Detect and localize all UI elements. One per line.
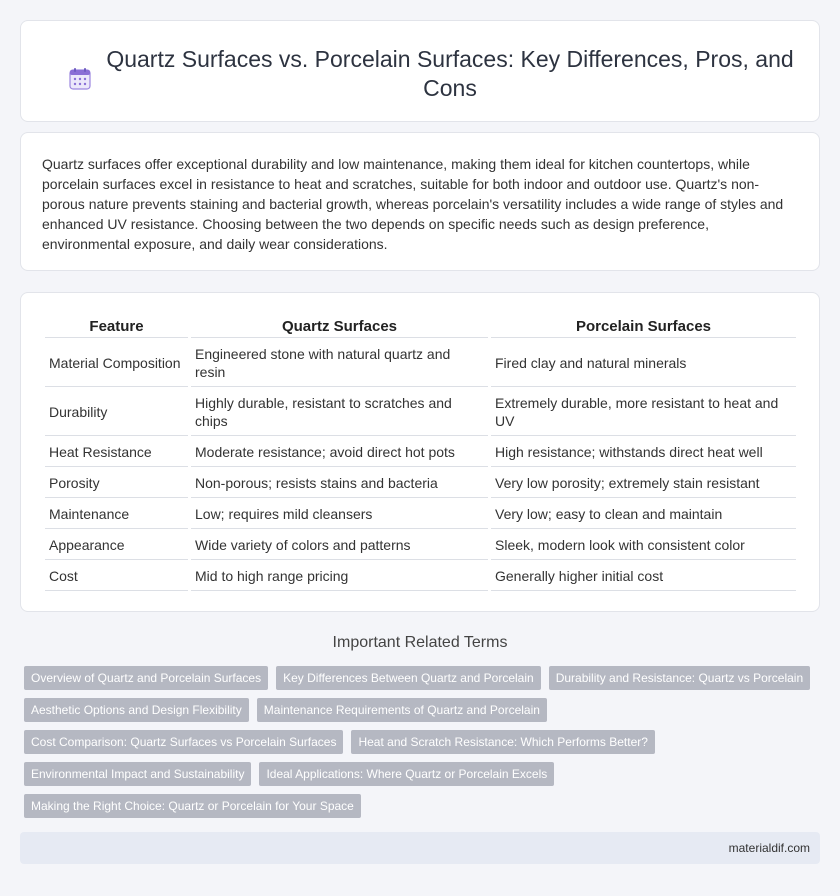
footer — [20, 832, 820, 864]
related-term-link[interactable]: Heat and Scratch Resistance: Which Performs Better? — [351, 730, 654, 754]
feature-cell: Cost — [45, 561, 188, 591]
comparison-card — [20, 292, 820, 612]
table-row — [45, 339, 796, 387]
feature-cell: Material Composition — [45, 339, 188, 387]
related-term-link[interactable]: Environmental Impact and Sustainability — [24, 762, 251, 786]
related-term-link[interactable]: Making the Right Choice: Quartz or Porcelain for Your Space — [24, 794, 361, 818]
porcelain-cell: Very low; easy to clean and maintain — [491, 499, 796, 529]
feature-cell: Heat Resistance — [45, 437, 188, 467]
related-term-link[interactable]: Maintenance Requirements of Quartz and Porcelain — [257, 698, 547, 722]
header-quartz: Quartz Surfaces — [191, 315, 488, 338]
comparison-table — [42, 314, 799, 592]
feature-cell: Porosity — [45, 468, 188, 498]
feature-cell: Appearance — [45, 530, 188, 560]
porcelain-cell: Sleek, modern look with consistent color — [491, 530, 796, 560]
related-term-link[interactable]: Ideal Applications: Where Quartz or Porcelain Excels — [259, 762, 554, 786]
quartz-cell: Engineered stone with natural quartz and resin — [191, 339, 488, 387]
quartz-cell: Moderate resistance; avoid direct hot pots — [191, 437, 488, 467]
related-term-link[interactable]: Durability and Resistance: Quartz vs Porcelain — [549, 666, 810, 690]
related-terms-title: Important Related Terms — [332, 634, 508, 651]
title-card — [20, 20, 820, 122]
related-term-link[interactable]: Key Differences Between Quartz and Porcelain — [276, 666, 541, 690]
porcelain-cell: Fired clay and natural minerals — [491, 339, 796, 387]
table-row — [45, 499, 796, 529]
table-row — [45, 530, 796, 560]
quartz-cell: Wide variety of colors and patterns — [191, 530, 488, 560]
related-terms-list — [24, 666, 824, 818]
table-row — [45, 561, 796, 591]
porcelain-cell: Very low porosity; extremely stain resistant — [491, 468, 796, 498]
header-porcelain: Porcelain Surfaces — [491, 315, 796, 338]
feature-cell: Maintenance — [45, 499, 188, 529]
quartz-cell: Mid to high range pricing — [191, 561, 488, 591]
related-term-link[interactable]: Aesthetic Options and Design Flexibility — [24, 698, 249, 722]
table-header-row — [45, 315, 796, 338]
footer-site-link[interactable]: materialdif.com — [728, 841, 810, 855]
feature-cell: Durability — [45, 388, 188, 436]
header-feature: Feature — [45, 315, 188, 338]
table-row — [45, 388, 796, 436]
quartz-cell: Highly durable, resistant to scratches and chips — [191, 388, 488, 436]
related-term-link[interactable]: Overview of Quartz and Porcelain Surfaces — [24, 666, 268, 690]
intro-card — [20, 132, 820, 271]
related-term-link[interactable]: Cost Comparison: Quartz Surfaces vs Porcelain Surfaces — [24, 730, 343, 754]
porcelain-cell: High resistance; withstands direct heat well — [491, 437, 796, 467]
porcelain-cell: Generally higher initial cost — [491, 561, 796, 591]
quartz-cell: Non-porous; resists stains and bacteria — [191, 468, 488, 498]
table-row — [45, 468, 796, 498]
quartz-cell: Low; requires mild cleansers — [191, 499, 488, 529]
intro-text: Quartz surfaces offer exceptional durability and low maintenance, making them ideal for kitchen countertops, while porcelain surfaces excel in resistance to heat and scratches, suitable for both indoor and outdoor use. Quartz's non-porous nature prevents staining and bacterial growth, whereas porcelain's versatility includes a wide range of styles and enhanced UV resistance. Choosing between the two depends on specific needs such as design preference, environmental exposure, and daily wear considerations. — [42, 156, 784, 252]
table-row — [45, 437, 796, 467]
porcelain-cell: Extremely durable, more resistant to heat and UV — [491, 388, 796, 436]
page-title: Quartz Surfaces vs. Porcelain Surfaces: Key Differences, Pros, and Cons — [106, 46, 794, 101]
